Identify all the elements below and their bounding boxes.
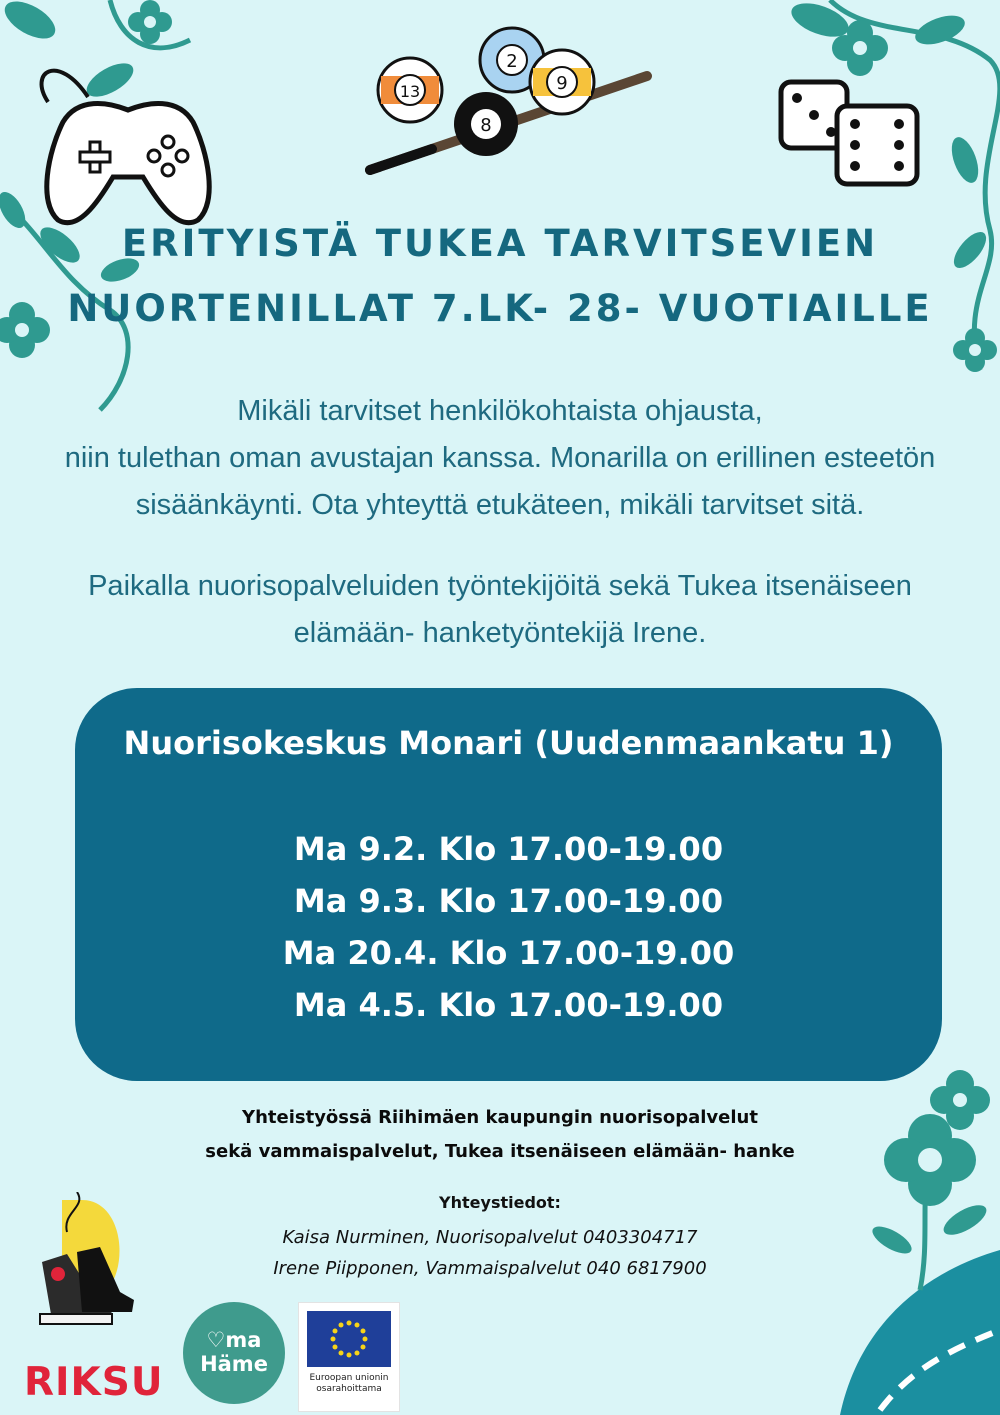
contacts-heading: Yhteystiedot: <box>439 1193 561 1212</box>
sneakers-icon <box>22 1192 137 1332</box>
schedule-slot: Ma 9.2. Klo 17.00-19.00 <box>293 830 724 868</box>
venue-name: Nuorisokeskus Monari (Uudenmaankatu 1) <box>123 724 894 762</box>
riksu-logo: RIKSU <box>24 1360 164 1405</box>
eu-flag-icon <box>307 1311 391 1367</box>
staff-line: Paikalla nuorisopalveluiden työntekijöitä sekä Tukea itsenäiseen <box>88 570 912 602</box>
contact-person: Kaisa Nurminen, Nuorisopalvelut 0403304717 <box>282 1227 698 1248</box>
pool-balls-icon <box>362 24 657 184</box>
heart-icon: ♡ <box>206 1328 226 1352</box>
schedule-slot: Ma 20.4. Klo 17.00-19.00 <box>282 934 735 972</box>
eu-logo <box>298 1302 400 1412</box>
cooperation-line: sekä vammaispalvelut, Tukea itsenäiseen elämään- hanke <box>205 1141 795 1162</box>
staff-paragraph <box>20 563 980 657</box>
intro-line: Mikäli tarvitset henkilökohtaista ohjausta, <box>237 395 763 427</box>
eu-funding-text <box>299 1373 399 1395</box>
schedule-slot: Ma 4.5. Klo 17.00-19.00 <box>293 986 724 1024</box>
title-line-2: NUORTENILLAT 7.LK- 28- VUOTIAILLE <box>67 287 933 330</box>
eu-line: Euroopan unionin <box>309 1373 389 1383</box>
schedule-box <box>75 688 942 1081</box>
intro-paragraph <box>20 388 980 529</box>
staff-line: elämään- hanketyöntekijä Irene. <box>293 617 707 649</box>
oma-hame-text <box>183 1328 285 1376</box>
oma-hame-logo <box>183 1302 285 1404</box>
eu-line: osarahoittama <box>316 1384 382 1394</box>
title-line-1: ERITYISTÄ TUKEA TARVITSEVIEN <box>121 222 879 265</box>
dice-icon <box>775 72 925 190</box>
hame-word: Häme <box>200 1352 268 1376</box>
contact-person: Irene Piipponen, Vammaispalvelut 040 6817900 <box>273 1258 707 1279</box>
schedule-slot: Ma 9.3. Klo 17.00-19.00 <box>293 882 724 920</box>
oma-word: ma <box>225 1328 262 1352</box>
svg-text:13: 13 <box>399 82 421 101</box>
cooperation-line: Yhteistyössä Riihimäen kaupungin nuorisopalvelut <box>242 1107 758 1128</box>
intro-line: sisäänkäynti. Ota yhteyttä etukäteen, mikäli tarvitset sitä. <box>135 489 865 521</box>
svg-text:2: 2 <box>506 51 518 72</box>
game-controller-icon <box>28 42 223 232</box>
svg-text:9: 9 <box>556 73 568 94</box>
intro-line: niin tulethan oman avustajan kanssa. Monarilla on erillinen esteetön <box>64 442 936 474</box>
svg-text:8: 8 <box>480 115 492 136</box>
